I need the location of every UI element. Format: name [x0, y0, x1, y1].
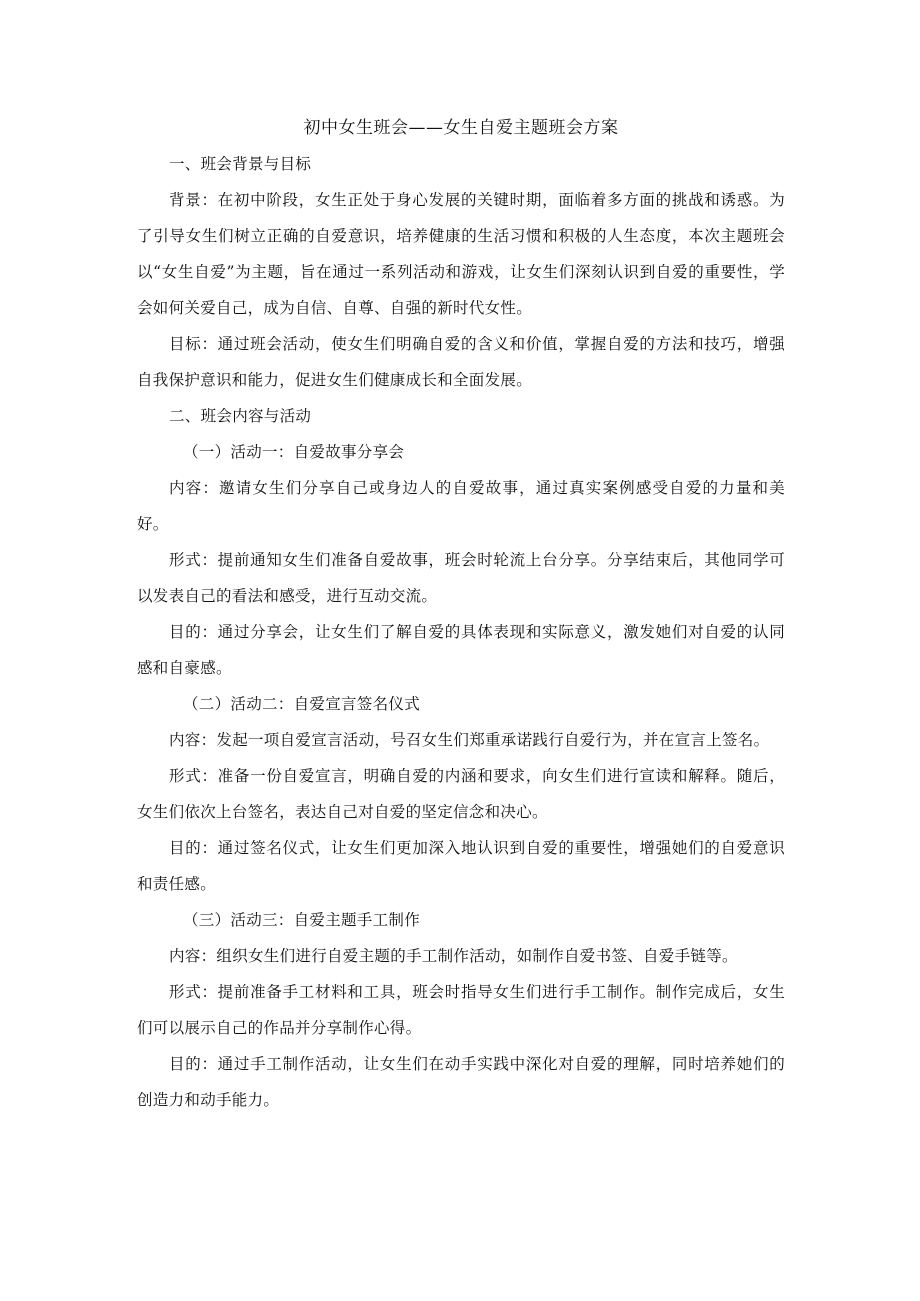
activity-1-form: 形式：提前通知女生们准备自爱故事，班会时轮流上台分享。分享结束后，其他同学可以发表自己的看法和感受，进行互动交流。 [137, 551, 785, 605]
activity-3-content: 内容：组织女生们进行自爱主题的手工制作活动，如制作自爱书签、自爱手链等。 [169, 947, 738, 965]
activity-3-purpose: 目的：通过手工制作活动，让女生们在动手实践中深化对自爱的理解，同时培养她们的创造力和动手能力。 [137, 1055, 785, 1109]
activity-1-content: 内容：邀请女生们分享自己或身边人的自爱故事，通过真实案例感受自爱的力量和美好。 [137, 479, 785, 533]
document-title: 初中女生班会——女生自爱主题班会方案 [303, 118, 619, 138]
activity-3-form: 形式：提前准备手工材料和工具，班会时指导女生们进行手工制作。制作完成后，女生们可以展示自己的作品并分享制作心得。 [137, 983, 785, 1037]
activity-2-purpose: 目的：通过签名仪式，让女生们更加深入地认识到自爱的重要性，增强她们的自爱意识和责任感。 [137, 839, 785, 893]
activity-1-title: （一）活动一：自爱故事分享会 [183, 443, 405, 461]
activity-1-purpose: 目的：通过分享会，让女生们了解自爱的具体表现和实际意义，激发她们对自爱的认同感和自豪感。 [137, 623, 785, 677]
section-heading-background: 一、班会背景与目标 [169, 155, 312, 173]
section-heading-activities: 二、班会内容与活动 [169, 407, 312, 425]
background-paragraph: 背景：在初中阶段，女生正处于身心发展的关键时期，面临着多方面的挑战和诱惑。为了引导女生们树立正确的自爱意识，培养健康的生活习惯和积极的人生态度，本次主题班会以“女生自爱”为主题，旨在通过一系列活动和游戏，让女生们深刻认识到自爱的重要性，学会如何关爱自己，成为自信、自尊、自强的新时代女性。 [137, 191, 785, 317]
activity-2-form: 形式：准备一份自爱宣言，明确自爱的内涵和要求，向女生们进行宣读和解释。随后，女生们依次上台签名，表达自己对自爱的坚定信念和决心。 [137, 767, 785, 821]
goal-paragraph: 目标：通过班会活动，使女生们明确自爱的含义和价值，掌握自爱的方法和技巧，增强自我保护意识和能力，促进女生们健康成长和全面发展。 [137, 335, 785, 389]
document-page [137, 112, 785, 1118]
activity-2-title: （二）活动二：自爱宣言签名仪式 [183, 695, 421, 713]
activity-3-title: （三）活动三：自爱主题手工制作 [183, 911, 421, 929]
activity-2-content: 内容：发起一项自爱宣言活动，号召女生们郑重承诺践行自爱行为，并在宣言上签名。 [169, 731, 770, 749]
